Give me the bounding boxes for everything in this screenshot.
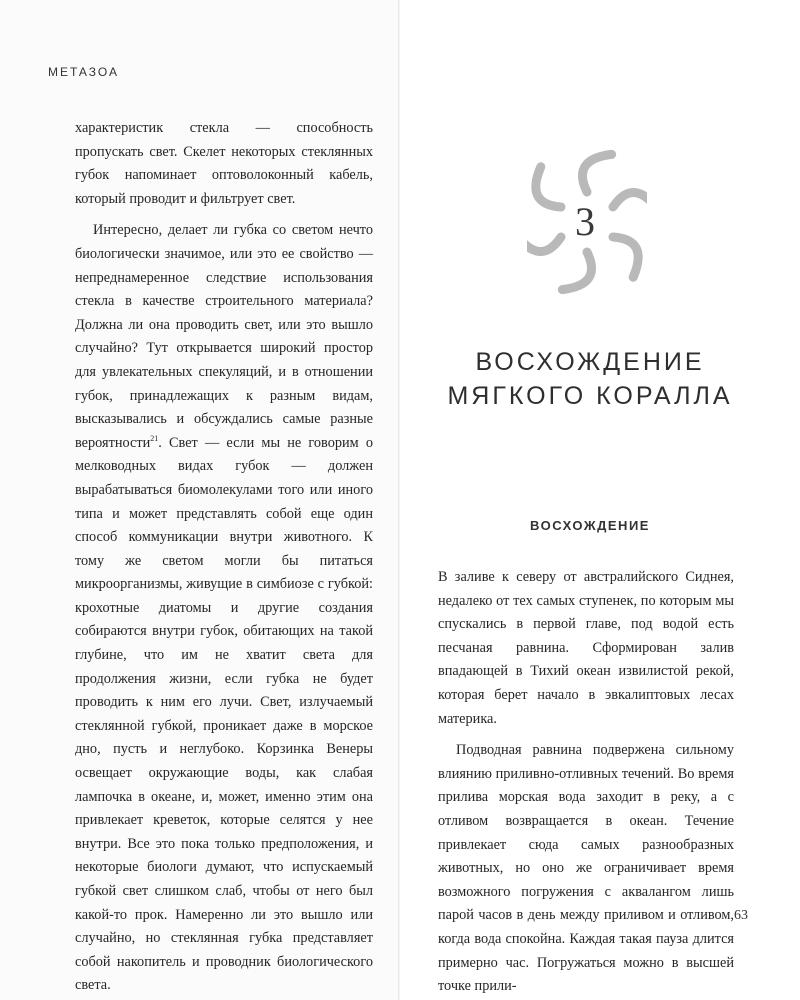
right-page-body: [438, 566, 734, 999]
paragraph: В заливе к северу от австралийского Сиднея, недалеко от тех самых ступенек, по которым мы спускались в первой главе, под водой есть песчаная равнина. Сформирован залив впадающей в Тихий океан извилистой рекой, которая берет начало в эвкалиптовых лесах материка.: [438, 569, 734, 727]
running-head: МЕТАЗОА: [48, 65, 119, 79]
section-heading: ВОСХОЖДЕНИЕ: [530, 518, 650, 533]
ornament-arm: [582, 154, 611, 192]
chapter-title-line: ВОСХОЖДЕНИЕ: [475, 347, 705, 376]
paragraph-text: Интересно, делает ли губка со светом нечто биологически значимое, или это ее свойство — непреднамеренное следствие использования стекла в качестве строительного материала? Должна ли она проводить свет, или это вышло случайно? Тут открывается широкий простор для увлекательных спекуляций, и в отношении губок, принадлежащих к разным видам, высказывались и обсуждались самые разные вероятности: [75, 222, 373, 451]
paragraph: характеристик стекла — способность пропускать свет. Скелет некоторых стеклянных губок напоминает оптоволоконный кабель, который проводит и фильтрует свет.: [75, 120, 373, 207]
ornament-tip: [630, 274, 637, 281]
ornament-arm: [562, 252, 591, 290]
chapter-number: 3: [575, 199, 595, 244]
ornament-tip: [608, 151, 615, 158]
ornament-arm: [613, 192, 647, 209]
paragraph: [75, 219, 373, 998]
paragraph: Подводная равнина подвержена сильному влиянию приливно-отливных течений. Во время прилива морская вода заходит в реку, а с отливом возвращается в океан. Течение привлекает сюда самых разнообразных животных, но оно же ограничивает время возможного погружения с аквалангом лишь парой часов в день между приливом и отливом, когда вода спокойна. Каждая такая пауза длится примерно час. Погружаться можно в высшей точке прили-: [438, 742, 734, 995]
ornament-tip: [537, 163, 544, 170]
chapter-title: [440, 345, 740, 413]
page-number: 63: [734, 908, 748, 923]
footnote-marker: 21: [150, 433, 159, 443]
paragraph-text: . Свет — если мы не говорим о мелководных видах губок — должен вырабатываться биомолекулами того или иного типа и может представлять собой еще один способ коммуникации внутри животного. К тому же светом могли бы питаться микроорганизмы, живущие в симбиозе с губкой: крохотные диатомы и другие создания собираются внутри губок, обитающих на такой глубине, что им не хватит света для продолжения жизни, если губка не будет проводить к ним его лучи. Свет, излучаемый стеклянной губкой, проникает даже в морское дно, пусть и неглубоко. Корзинка Венеры освещает окружающие воды, как слабая лампочка в океане, и, может, именно этим она привлекает креветок, которые селятся у нее внутри. Все это пока только предположения, и некоторые биологи думают, что испускаемый губкой свет слишком слаб, чтобы от него был какой-то прок. Намеренно ли это вышло или случайно, но стеклянная губка представляет собой накопитель и проводник биологического света.: [75, 434, 373, 994]
left-page-body: [75, 117, 373, 998]
chapter-title-line: МЯГКОГО КОРАЛЛА: [447, 381, 733, 410]
left-page: [0, 0, 399, 1000]
ornament-arm: [613, 237, 638, 277]
ornament-tip: [559, 286, 566, 293]
ornament-arm: [527, 234, 561, 251]
ornament-arm: [536, 167, 561, 207]
